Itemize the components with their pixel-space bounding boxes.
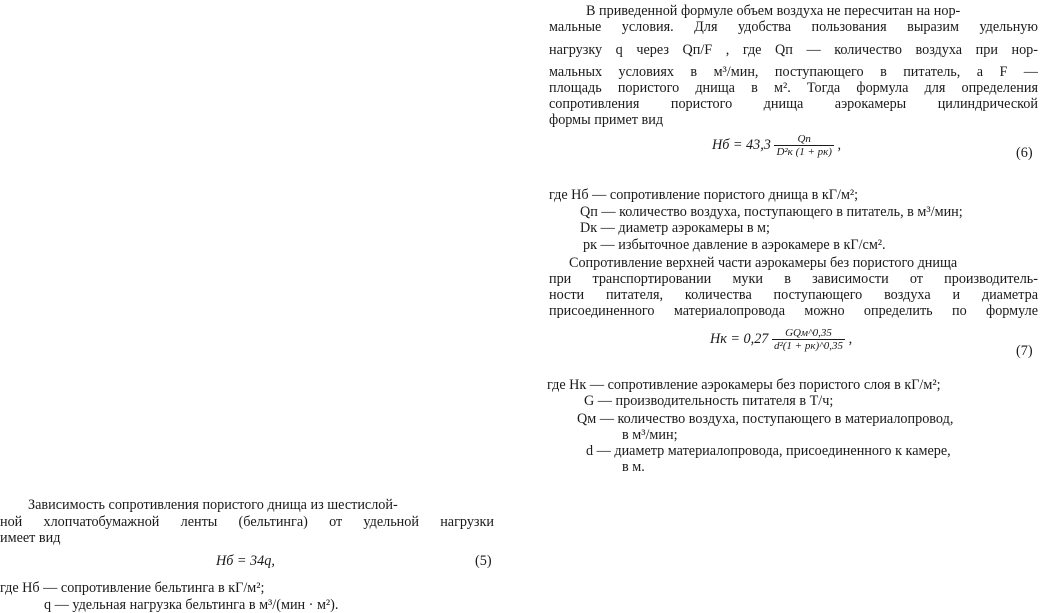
legend-line: где Hб — сопротивление пористого днища в кГ/м²;: [549, 187, 859, 203]
formula-denominator: d²(1 + pк)^0,35: [773, 340, 844, 352]
text-line: Зависимость сопротивления пористого днища из шестислой-: [28, 497, 398, 513]
legend-line: где Hк — сопротивление аэрокамеры без пористого слоя в кГ/м²;: [547, 377, 941, 393]
text-line: мальные условия. Для удобства пользования выразим удельную: [549, 19, 1038, 35]
legend-line: где Hб — сопротивление бельтинга в кГ/м²;: [0, 580, 265, 596]
formula-fraction: [774, 133, 834, 158]
formula-denominator: D²к (1 + pк): [776, 146, 832, 158]
text-line: нагрузку q через Qп/F , где Qп — количество воздуха при нор-: [549, 42, 1038, 58]
formula-6: [712, 133, 841, 158]
formula-numerator: GQм^0,35: [772, 327, 845, 340]
text-line: ности питателя, количества поступающего воздуха и диаметра: [549, 287, 1038, 303]
text-line: формы примет вид: [549, 112, 664, 128]
text-line: имеет вид: [0, 530, 61, 546]
legend-line: q — удельная нагрузка бельтинга в м³/(мин · м²).: [44, 597, 339, 613]
equation-number: (7): [1016, 343, 1033, 359]
text-line: площадь пористого днища в м². Тогда формула для определения: [549, 80, 1038, 96]
formula-lhs: Hк = 0,27: [710, 330, 769, 347]
formula-7: [710, 327, 852, 352]
text-line: сопротивления пористого днища аэрокамеры цилиндрической: [549, 96, 1038, 112]
formula-fraction: [772, 327, 845, 352]
formula-suffix: ,: [837, 136, 842, 153]
legend-line: d — диаметр материалопровода, присоединенного к камере,: [586, 443, 951, 459]
legend-line: Dк — диаметр аэрокамеры в м;: [580, 220, 770, 236]
text-line: мальных условиях в м³/мин, поступающего в питатель, а F —: [549, 64, 1038, 80]
formula-numerator: Qп: [774, 133, 834, 146]
legend-line: G — производительность питателя в Т/ч;: [584, 393, 834, 409]
legend-line: Qм — количество воздуха, поступающего в материалопровод,: [577, 411, 954, 427]
legend-line: pк — избыточное давление в аэрокамере в кГ/см².: [583, 237, 886, 253]
equation-number: (5): [475, 553, 492, 569]
legend-line: Qп — количество воздуха, поступающего в питатель, в м³/мин;: [580, 204, 963, 220]
formula-5: Hб = 34q,: [216, 553, 275, 569]
legend-line: в м.: [622, 459, 645, 475]
text-line: присоединенного материалопровода можно определить по формуле: [549, 303, 1038, 319]
text-line: при транспортировании муки в зависимости от производитель-: [549, 271, 1038, 287]
text-line: ной хлопчатобумажной ленты (бельтинга) от удельной нагрузки: [0, 514, 494, 530]
formula-suffix: ,: [848, 330, 853, 347]
text-line: В приведенной формуле объем воздуха не пересчитан на нор-: [586, 3, 961, 19]
text-line: Сопротивление верхней части аэрокамеры без пористого днища: [569, 255, 958, 271]
formula-lhs: Hб = 43,3: [712, 136, 771, 153]
equation-number: (6): [1016, 145, 1033, 161]
legend-line: в м³/мин;: [622, 427, 678, 443]
